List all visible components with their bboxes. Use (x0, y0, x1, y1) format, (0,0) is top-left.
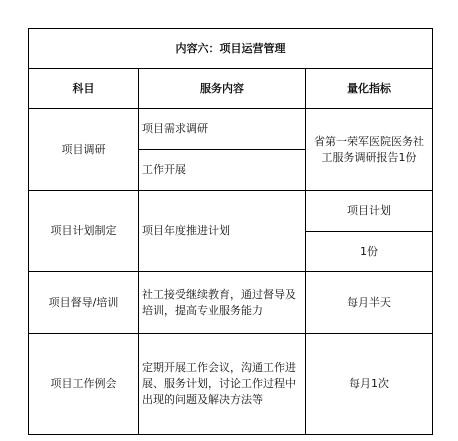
service-cell: 社工接受继续教育，通过督导及培训，提高专业服务能力 (139, 272, 306, 334)
table-title-row (29, 29, 433, 69)
indicator-cell: 每月半天 (306, 272, 433, 334)
table-row (29, 109, 433, 150)
header-indicator: 量化指标 (306, 69, 433, 109)
service-cell: 项目需求调研 (139, 109, 306, 150)
table-row (29, 191, 433, 232)
service-cell: 项目年度推进计划 (139, 191, 306, 272)
table-title: 内容六：项目运营管理 (29, 29, 433, 69)
service-table (28, 28, 433, 435)
subject-cell: 项目调研 (29, 109, 139, 191)
table-header-row (29, 69, 433, 109)
table-row (29, 334, 433, 435)
service-cell: 定期开展工作会议，沟通工作进展、服务计划，讨论工作过程中出现的问题及解决方法等 (139, 334, 306, 435)
indicator-cell: 省第一荣军医院医务社工服务调研报告1份 (306, 109, 433, 191)
subject-cell: 项目督导/培训 (29, 272, 139, 334)
service-table-container (28, 28, 432, 434)
indicator-cell: 项目计划 (306, 191, 433, 232)
header-service: 服务内容 (139, 69, 306, 109)
indicator-cell: 1份 (306, 232, 433, 272)
subject-cell: 项目计划制定 (29, 191, 139, 272)
header-subject: 科目 (29, 69, 139, 109)
table-row (29, 272, 433, 334)
indicator-cell: 每月1次 (306, 334, 433, 435)
service-cell: 工作开展 (139, 150, 306, 191)
subject-cell: 项目工作例会 (29, 334, 139, 435)
